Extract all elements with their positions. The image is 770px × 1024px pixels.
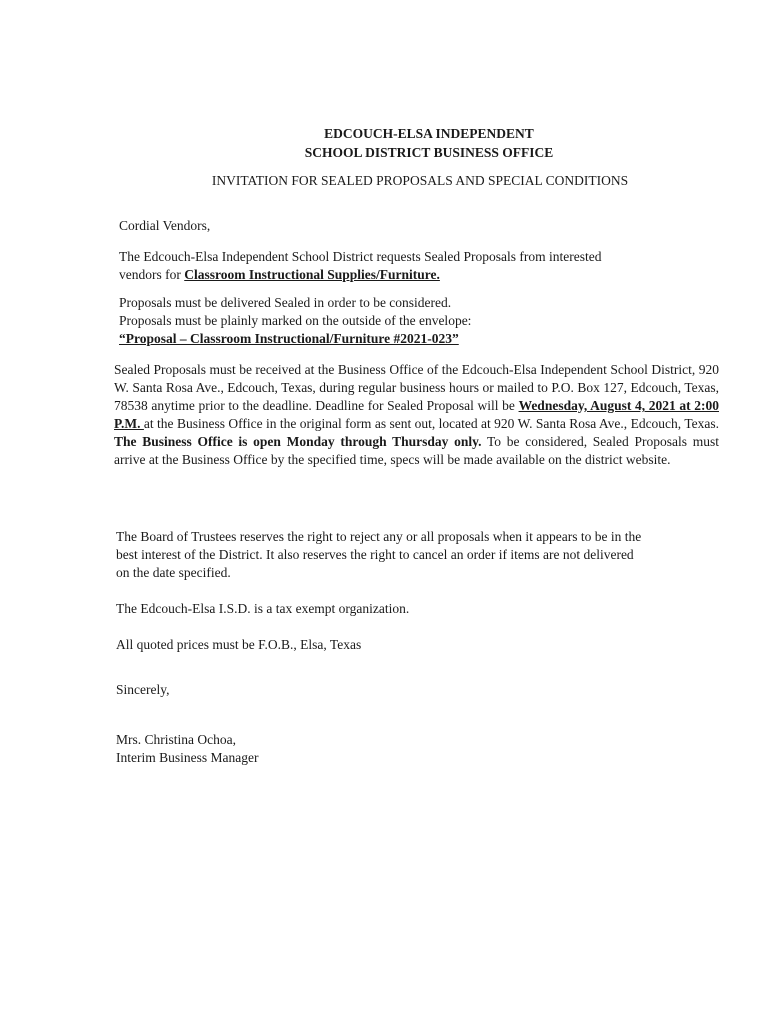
closing: Sincerely, bbox=[116, 682, 170, 697]
proposal-marking: “Proposal – Classroom Instructional/Furniture #2021-023” bbox=[119, 331, 459, 346]
paragraph-board-line1: The Board of Trustees reserves the right to reject any or all proposals when it appears to be in the bbox=[116, 529, 642, 544]
paragraph-request bbox=[119, 248, 602, 284]
signer-name: Mrs. Christina Ochoa, bbox=[116, 732, 236, 747]
letter-subheading: INVITATION FOR SEALED PROPOSALS AND SPECIAL CONDITIONS bbox=[211, 173, 629, 188]
paragraph-delivery-line2: Proposals must be plainly marked on the outside of the envelope: bbox=[119, 313, 472, 328]
paragraph-board-line2: best interest of the District. It also reserves the right to cancel an order if items are not delivered bbox=[116, 547, 634, 562]
paragraph-deadline-text1: Sealed Proposals must be received at the Business Office of the Edcouch-Elsa Independent School District, 920 W. Santa Rosa Ave., Edcouch, Texas, during regular business hours or mailed to P.O. Box 127, Edcouch, Texas, 78538 anytime prior to the deadline. Deadline for Sealed Proposal will be bbox=[114, 362, 719, 413]
supplies-title: Classroom Instructional Supplies/Furniture. bbox=[184, 267, 440, 282]
paragraph-deadline-text3: To be considered, Sealed Proposals must arrive at the Business Office by the specified time, specs will be made available on the district website. bbox=[114, 434, 719, 467]
letter-heading-line1: EDCOUCH-ELSA INDEPENDENT bbox=[324, 126, 534, 141]
paragraph-request-line1: The Edcouch-Elsa Independent School District requests Sealed Proposals from interested bbox=[119, 249, 602, 264]
office-hours: The Business Office is open Monday through Thursday only. bbox=[114, 434, 482, 449]
paragraph-deadline bbox=[114, 361, 719, 469]
paragraph-deadline-text2: at the Business Office in the original form as sent out, located at 920 W. Santa Rosa Ave., Edcouch, Texas. bbox=[143, 416, 720, 431]
paragraph-board-line3: on the date specified. bbox=[116, 565, 231, 580]
salutation: Cordial Vendors, bbox=[119, 218, 211, 233]
paragraph-request-prefix: vendors for bbox=[119, 267, 185, 282]
signer-title: Interim Business Manager bbox=[116, 750, 259, 765]
paragraph-fob: All quoted prices must be F.O.B., Elsa, Texas bbox=[116, 637, 362, 652]
paragraph-tax-exempt: The Edcouch-Elsa I.S.D. is a tax exempt organization. bbox=[116, 601, 410, 616]
letter-heading-line2: SCHOOL DISTRICT BUSINESS OFFICE bbox=[304, 145, 554, 160]
deadline-date: Wednesday, August 4, 2021 at 2:00 P.M. bbox=[114, 398, 719, 431]
paragraph-request-line2 bbox=[119, 266, 602, 284]
paragraph-board bbox=[116, 528, 641, 582]
paragraph-delivery-line1: Proposals must be delivered Sealed in order to be considered. bbox=[119, 295, 452, 310]
signature-block bbox=[116, 731, 258, 767]
paragraph-delivery bbox=[119, 294, 471, 348]
